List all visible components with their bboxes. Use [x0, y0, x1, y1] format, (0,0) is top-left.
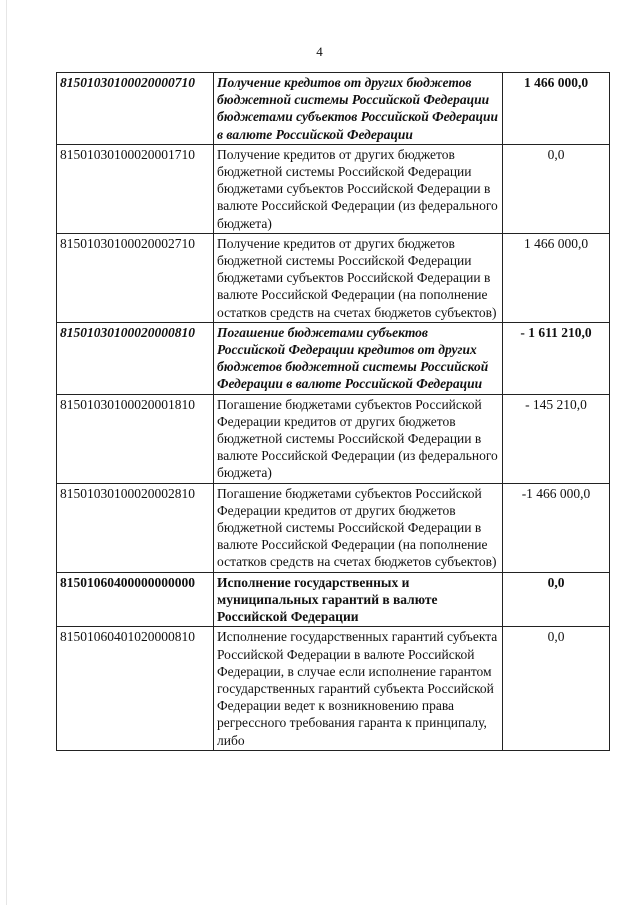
budget-code-cell: 81501030100020002810: [57, 483, 214, 572]
table-row: [57, 322, 610, 394]
budget-code-cell: 81501060400000000000: [57, 572, 214, 627]
budget-code-cell: 81501030100020000810: [57, 322, 214, 394]
budget-sources-table: [56, 72, 610, 751]
table-row: [57, 73, 610, 145]
page-number: 4: [316, 44, 323, 59]
budget-code-cell: 81501030100020002710: [57, 233, 214, 322]
table-row: [57, 394, 610, 483]
amount-cell: - 145 210,0: [503, 394, 610, 483]
table-row: [57, 233, 610, 322]
description-cell: Получение кредитов от других бюджетов бюджетной системы Российской Федерации бюджетами субъектов Российской Федерации в валюте Российской Федерации: [214, 73, 503, 145]
amount-cell: 0,0: [503, 627, 610, 750]
budget-code-cell: 81501030100020001810: [57, 394, 214, 483]
table-row: [57, 572, 610, 627]
description-cell: Исполнение государственных и муниципальных гарантий в валюте Российской Федерации: [214, 572, 503, 627]
amount-cell: 1 466 000,0: [503, 233, 610, 322]
description-cell: Получение кредитов от других бюджетов бюджетной системы Российской Федерации бюджетами субъектов Российской Федерации в валюте Российской Федерации (на пополнение остатков средств на счетах бюджетов субъектов): [214, 233, 503, 322]
table-row: [57, 627, 610, 750]
amount-cell: 0,0: [503, 572, 610, 627]
table-body: [57, 73, 610, 751]
description-cell: Исполнение государственных гарантий субъекта Российской Федерации в валюте Российской Федерации, в случае если исполнение гарантом государственных гарантий субъекта Российской Федерации ведет к возникновению права регрессного требования гаранта к принципалу, либо: [214, 627, 503, 750]
budget-code-cell: 81501030100020001710: [57, 144, 214, 233]
budget-code-cell: 81501030100020000710: [57, 73, 214, 145]
amount-cell: - 1 611 210,0: [503, 322, 610, 394]
amount-cell: -1 466 000,0: [503, 483, 610, 572]
table-row: [57, 144, 610, 233]
amount-cell: 0,0: [503, 144, 610, 233]
description-cell: Получение кредитов от других бюджетов бюджетной системы Российской Федерации бюджетами субъектов Российской Федерации в валюте Российской Федерации (из федерального бюджета): [214, 144, 503, 233]
table-row: [57, 483, 610, 572]
amount-cell: 1 466 000,0: [503, 73, 610, 145]
scan-edge-shadow: [6, 0, 7, 905]
description-cell: Погашение бюджетами субъектов Российской Федерации кредитов от других бюджетов бюджетной системы Российской Федерации в валюте Российской Федерации (на пополнение остатков средств на счетах бюджетов субъектов): [214, 483, 503, 572]
description-cell: Погашение бюджетами субъектов Российской Федерации кредитов от других бюджетов бюджетной системы Российской Федерации в валюте Российской Федерации: [214, 322, 503, 394]
description-cell: Погашение бюджетами субъектов Российской Федерации кредитов от других бюджетов бюджетной системы Российской Федерации в валюте Российской Федерации (из федерального бюджета): [214, 394, 503, 483]
budget-code-cell: 81501060401020000810: [57, 627, 214, 750]
